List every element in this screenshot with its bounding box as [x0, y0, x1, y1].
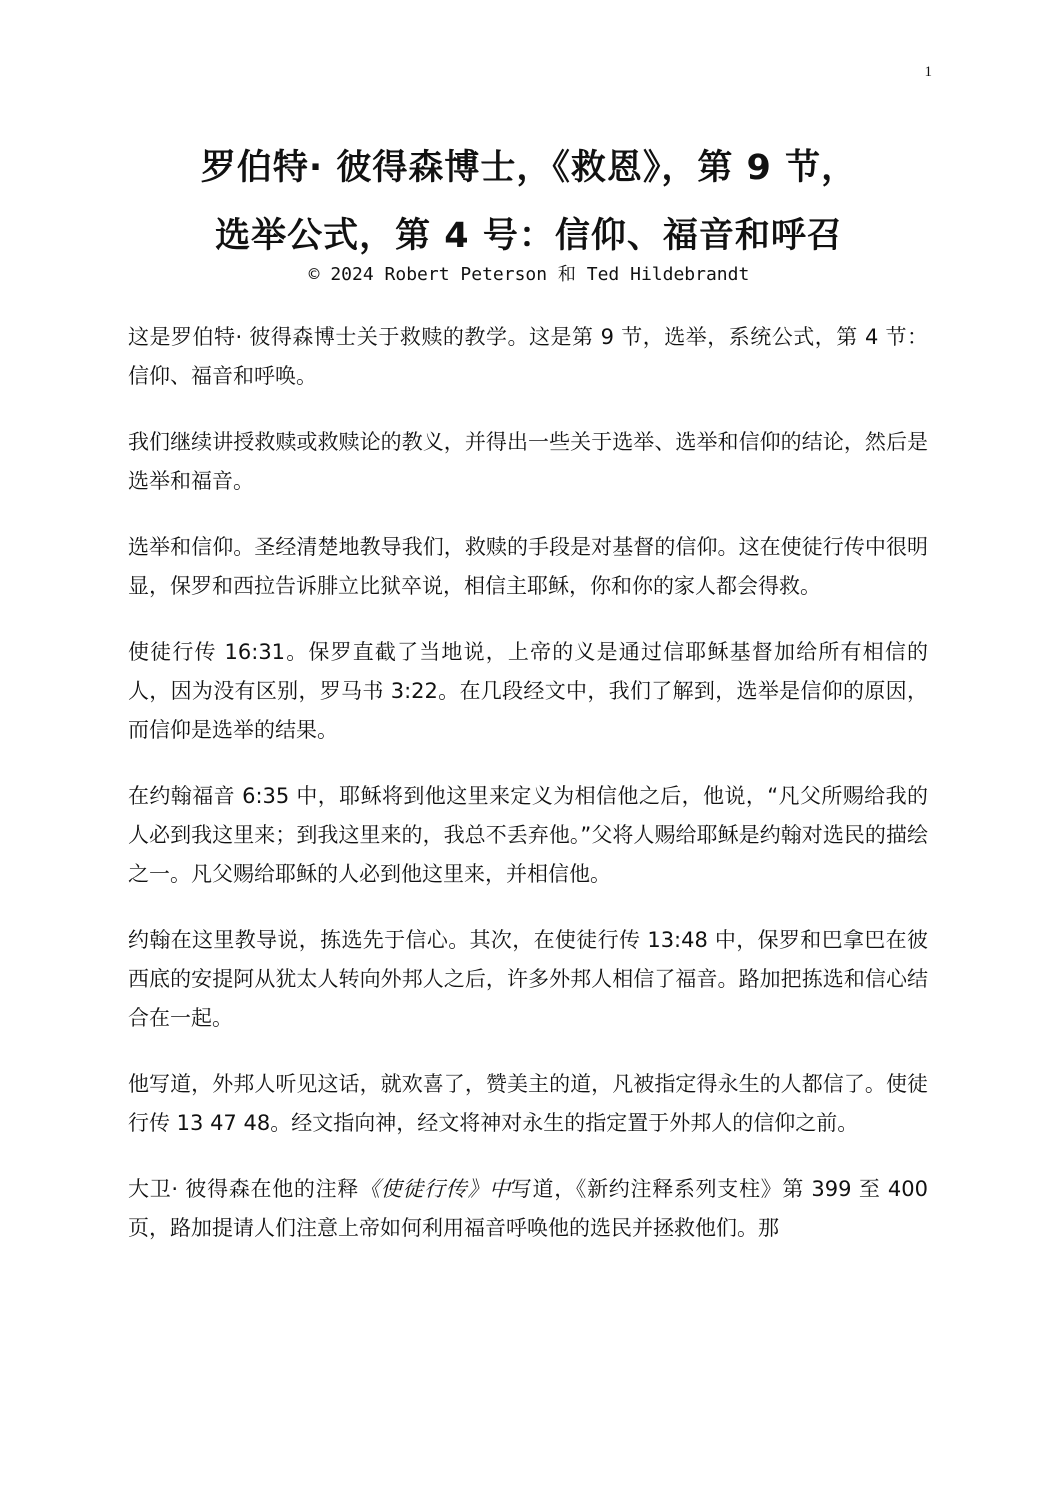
document-body	[128, 318, 928, 1275]
paragraph-2: 我们继续讲授救赎或救赎论的教义，并得出一些关于选举、选举和信仰的结论，然后是选举和福音。	[128, 430, 928, 493]
paragraph-3: 选举和信仰。圣经清楚地教导我们，救赎的手段是对基督的信仰。这在使徒行传中很明显，保罗和西拉告诉腓立比狱卒说，相信主耶稣，你和你的家人都会得救。	[128, 535, 928, 598]
paragraph-8-part-1: 大卫· 彼得森在他的注释	[128, 1177, 359, 1201]
paragraph-8-book-title: 《使徒行传》中	[358, 1177, 511, 1201]
copyright-line: © 2024 Robert Peterson 和 Ted Hildebrandt	[308, 264, 750, 285]
paragraph-8	[128, 1170, 928, 1248]
title-line-1: 罗伯特· 彼得森博士，《救恩》，第 9 节，	[200, 148, 858, 188]
paragraph-1: 这是罗伯特· 彼得森博士关于救赎的教学。这是第 9 节，选举，系统公式，第 4 节：信仰、福音和呼唤。	[128, 325, 928, 388]
paragraph-8-part-2: 写道，《新约注释系列支柱》第 399 至 400 页，路加提请人们注意上帝如何利用福音呼唤他的选民并拯救他们。那	[128, 1177, 929, 1240]
paragraph-7: 他写道，外邦人听见这话，就欢喜了，赞美主的道，凡被指定得永生的人都信了。使徒行传 13 47 48。经文指向神，经文将神对永生的指定置于外邦人的信仰之前。	[128, 1072, 928, 1135]
paragraph-5: 在约翰福音 6:35 中，耶稣将到他这里来定义为相信他之后，他说，“凡父所赐给我的人必到我这里来；到我这里来的，我总不丢弃他。”父将人赐给耶稣是约翰对选民的描绘之一。凡父赐给耶稣的人必到他这里来，并相信他。	[128, 784, 928, 886]
title-line-2: 选举公式，第 4 号：信仰、福音和呼召	[215, 216, 843, 256]
paragraph-6: 约翰在这里教导说，拣选先于信心。其次，在使徒行传 13:48 中，保罗和巴拿巴在彼西底的安提阿从犹太人转向外邦人之后，许多外邦人相信了福音。路加把拣选和信心结合在一起。	[128, 928, 928, 1030]
page-number: 1	[924, 64, 932, 80]
paragraph-4: 使徒行传 16:31。保罗直截了当地说，上帝的义是通过信耶稣基督加给所有相信的人，因为没有区别，罗马书 3:22。在几段经文中，我们了解到，选举是信仰的原因，而信仰是选举的结果。	[128, 640, 928, 742]
